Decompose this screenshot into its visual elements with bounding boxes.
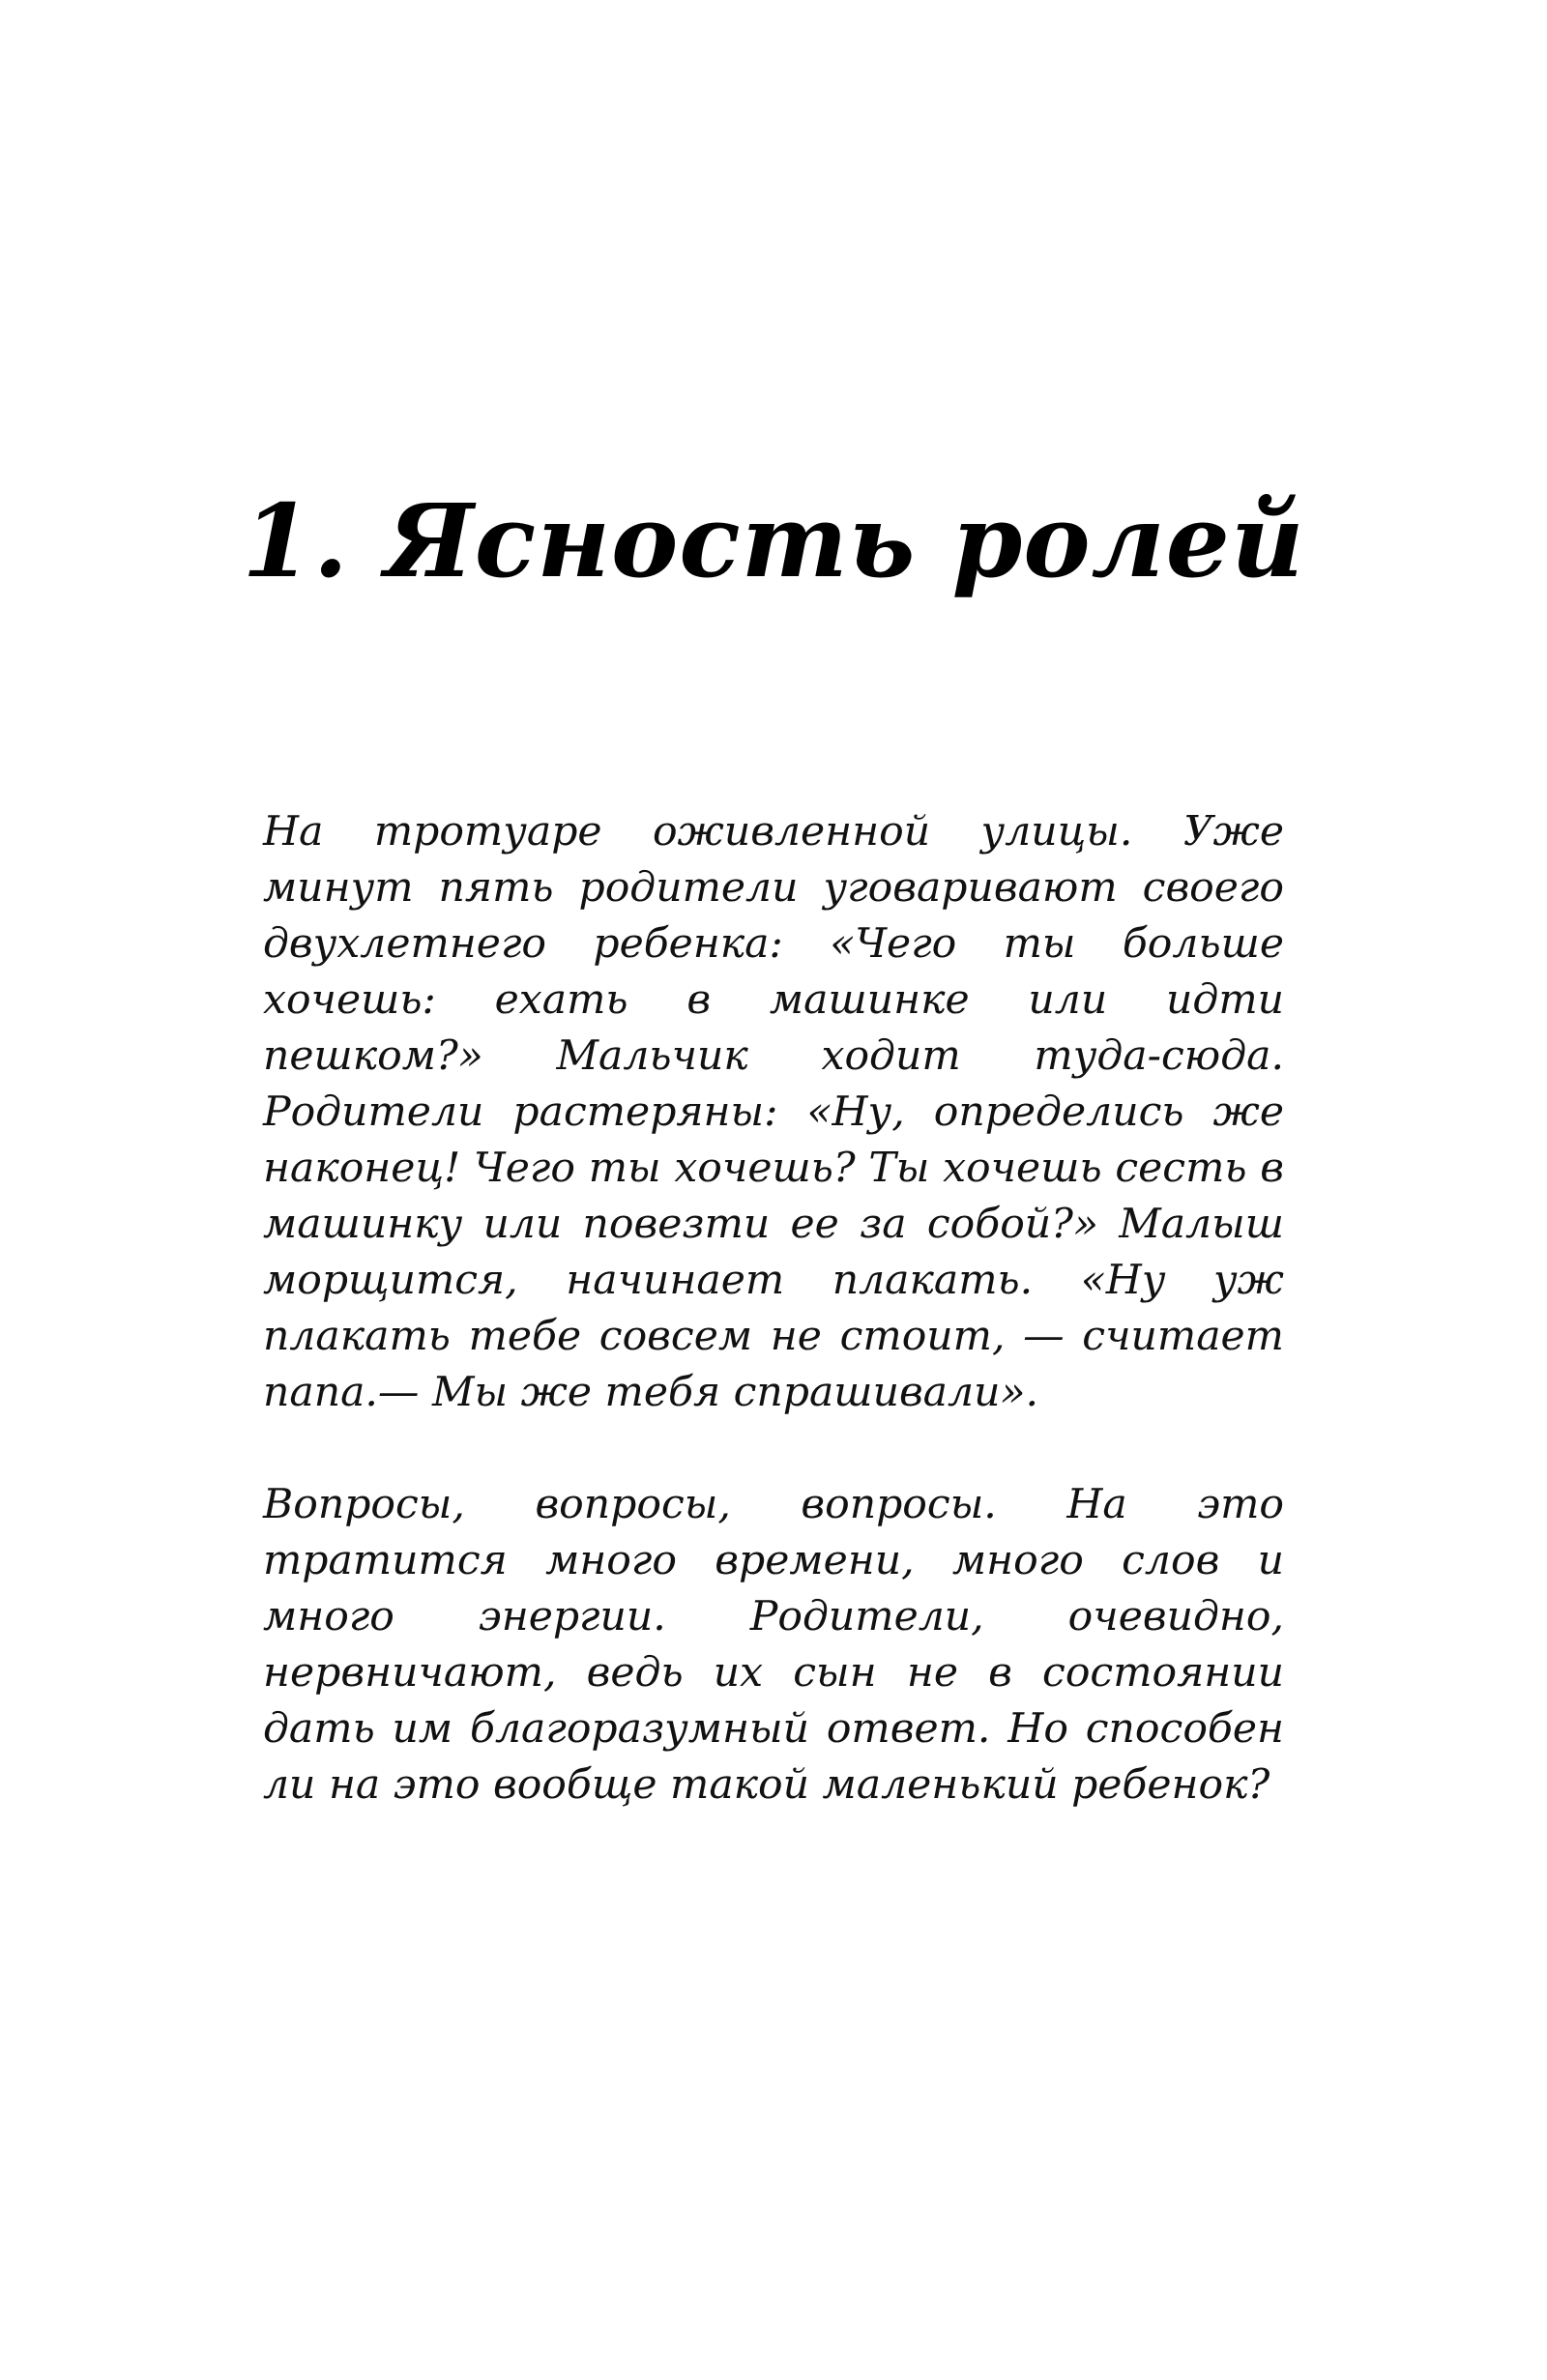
paragraph-1: На тротуаре оживленной улицы. Уже минут пять родители уговаривают своего двухлетнего ребенка: «Чего ты больше хочешь: ехать в машинке или идти пешком?» Мальчик ходит туда-сюда. Родители растеряны: «Ну, определись же наконец! Чего ты хочешь? Ты хочешь сесть в машинку или повезти ее за собой?» Малыш морщится, начинает плакать. «Ну уж плакать тебе совсем не стоит, — считает папа.— Мы же тебя спрашивали».: [263, 808, 1284, 1416]
paragraph-2: Вопросы, вопросы, вопросы. На это тратится много времени, много слов и много энергии. Родители, очевидно, нервничают, ведь их сын не в состоянии дать им благоразумный ответ. Но способен ли на это вообще такой маленький ребенок?: [263, 1481, 1284, 1809]
chapter-title: 1. Ясность ролей: [242, 481, 1305, 600]
chapter-body: [263, 804, 1284, 1814]
